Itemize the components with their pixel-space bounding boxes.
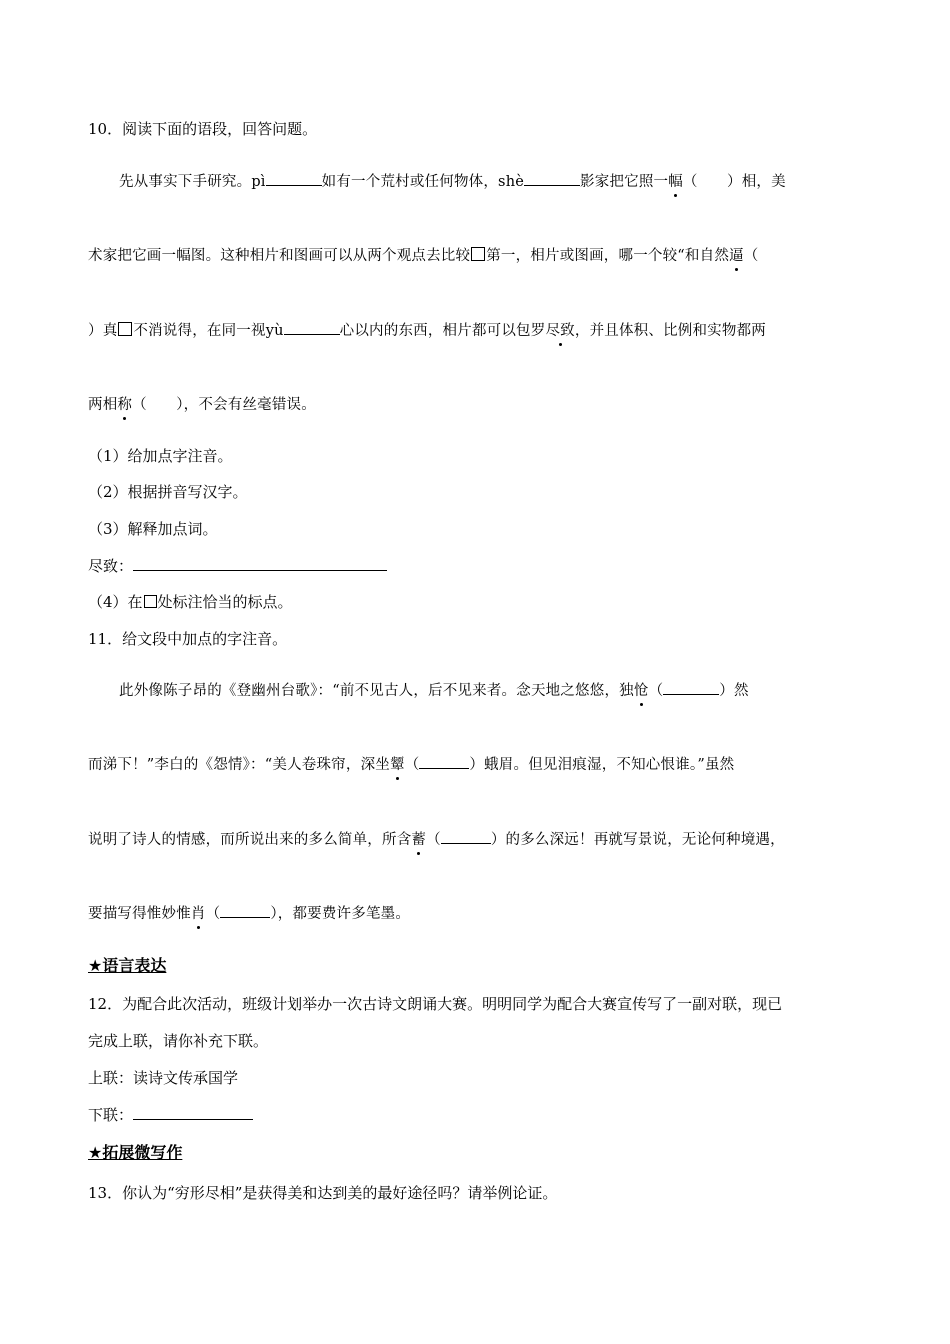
dotted-char: 幅 <box>668 174 683 190</box>
passage-text: 先从事实下手研究。 <box>119 174 252 190</box>
fill-blank[interactable] <box>441 829 491 844</box>
passage-text: （ <box>205 906 221 922</box>
dotted-char: 肖 <box>190 906 206 922</box>
section-heading-writing: ★拓展微写作 <box>88 1145 183 1162</box>
dotted-char: 逼 <box>729 248 744 264</box>
passage-text: ）真 <box>88 323 118 339</box>
passage-text: 两相 <box>88 397 118 413</box>
q10-passage-line-1 <box>119 171 864 192</box>
dotted-char: 颦 <box>389 757 405 773</box>
dotted-word: 尽致 <box>545 323 575 339</box>
passage-text: 心以内的东西，相片都可以包罗 <box>339 323 546 339</box>
punctuation-box[interactable] <box>118 322 132 336</box>
passage-text: ），都要费许多笔墨。 <box>270 906 411 922</box>
passage-text: （ ），不会有丝毫错误。 <box>132 397 316 413</box>
passage-text: 第一，相片或图画，哪一个较“和自然 <box>486 248 730 264</box>
question-12-line-2: 完成上联，请你补充下联。 <box>88 1032 269 1050</box>
passage-text: 而涕下！”李白的《怨情》：“美人卷珠帘，深坐 <box>88 757 390 773</box>
box-symbol <box>144 595 157 608</box>
punctuation-box[interactable] <box>471 247 485 261</box>
couplet-lower <box>88 1105 864 1125</box>
dotted-char: 称 <box>117 397 133 413</box>
sub-text: 处标注恰当的标点。 <box>157 593 293 611</box>
passage-text: 如有一个荒村或任何物体， <box>321 174 499 190</box>
passage-text: （ ）相，美 <box>682 174 786 190</box>
fill-blank[interactable] <box>220 903 270 918</box>
question-12-line-1: 12．为配合此次活动，班级计划举办一次古诗文朗诵大赛。明明同学为配合大赛宣传写了一副对联，现已 <box>88 995 783 1013</box>
answer-line[interactable] <box>133 556 387 571</box>
passage-text: （ <box>743 248 759 264</box>
fill-blank[interactable] <box>419 754 469 769</box>
answer-label: 尽致： <box>88 557 134 575</box>
passage-text: （ <box>648 683 664 699</box>
passage-text: ）蛾眉。但见泪痕湿，不知心恨谁。”虽然 <box>469 757 735 773</box>
answer-line[interactable] <box>133 1105 253 1120</box>
passage-text: ）的多么深远！再就写景说，无论何种境遇， <box>490 832 785 848</box>
passage-text: ，并且体积、比例和实物都两 <box>574 323 766 339</box>
answer-label: 下联： <box>88 1106 134 1124</box>
pinyin-pi: pì <box>251 174 266 190</box>
q10-sub-3: （3）解释加点词。 <box>88 520 218 538</box>
fill-blank[interactable] <box>284 320 340 335</box>
fill-blank[interactable] <box>663 680 719 695</box>
q11-passage-line-2 <box>88 754 864 775</box>
q11-passage-line-4 <box>88 903 864 924</box>
passage-text: （ <box>404 757 420 773</box>
question-10-title: 10．阅读下面的语段，回答问题。 <box>88 120 318 138</box>
q11-passage-line-3 <box>88 829 864 850</box>
couplet-upper: 上联：读诗文传承国学 <box>88 1069 239 1087</box>
pinyin-yu: yù <box>265 323 284 339</box>
q10-passage-line-4 <box>88 395 864 415</box>
q10-sub-3-answer <box>88 556 864 576</box>
passage-text: 影家把它照一 <box>580 174 669 190</box>
fill-blank[interactable] <box>266 171 322 186</box>
section-heading-language: ★语言表达 <box>88 958 167 975</box>
fill-blank[interactable] <box>524 171 580 186</box>
pinyin-she: shè <box>498 174 525 190</box>
passage-text: ）然 <box>719 683 749 699</box>
dotted-char: 蓄 <box>411 832 427 848</box>
passage-text: 术家把它画一幅图。这种相片和图画可以从两个观点去比较 <box>88 248 471 264</box>
q10-passage-line-3 <box>88 320 864 341</box>
passage-text: 说明了诗人的情感，而所说出来的多么简单，所含 <box>88 832 412 848</box>
q11-passage-line-1 <box>119 680 864 701</box>
sub-text: （4）在 <box>88 593 143 611</box>
q10-sub-1: （1）给加点字注音。 <box>88 447 233 465</box>
passage-text: （ <box>426 832 441 848</box>
q10-sub-4 <box>88 592 864 612</box>
dotted-char: 怆 <box>633 683 649 699</box>
question-11-title: 11．给文段中加点的字注音。 <box>88 630 288 648</box>
q10-sub-2: （2）根据拼音写汉字。 <box>88 483 248 501</box>
passage-text: 要描写得惟妙惟 <box>88 906 191 922</box>
q10-passage-line-2 <box>88 246 864 266</box>
passage-text: 不消说得，在同一视 <box>133 323 266 339</box>
passage-text: 此外像陈子昂的《登幽州台歌》：“前不见古人，后不见来者。念天地之悠悠，独 <box>119 683 634 699</box>
question-13: 13．你认为“穷形尽相”是获得美和达到美的最好途径吗？请举例论证。 <box>88 1184 558 1202</box>
